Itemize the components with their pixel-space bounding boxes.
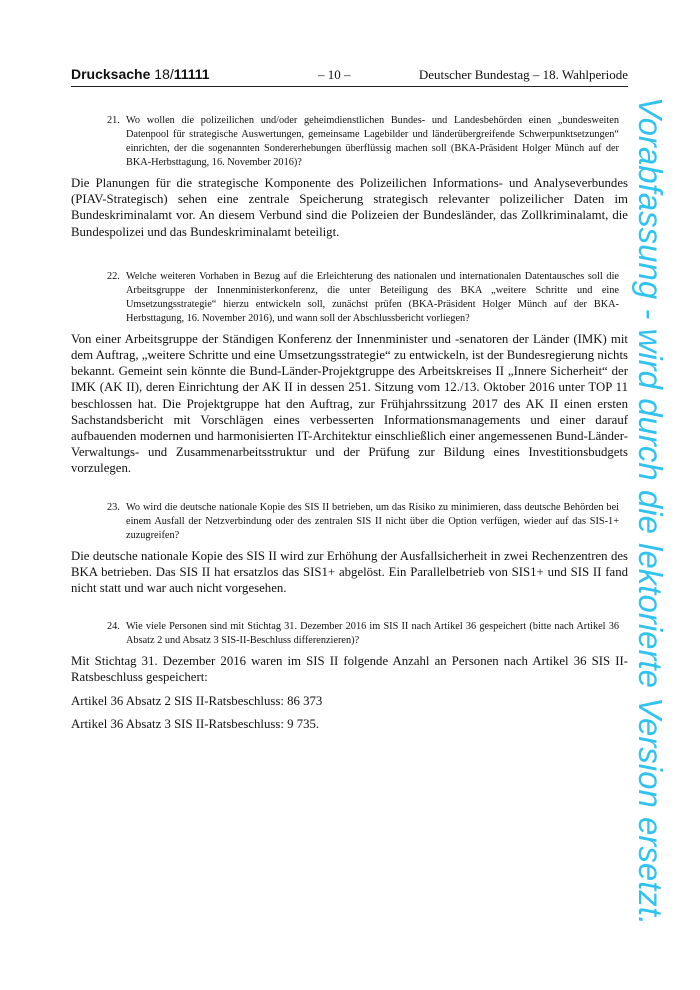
page-number: – 10 – — [318, 67, 351, 82]
document-number-value: 11111 — [173, 66, 210, 82]
answer-paragraph: Von einer Arbeitsgruppe der Ständigen Konferenz der Innenminister und -senatoren der Länder (IMK) mit dem Auftrag, „weitere Schritte und eine Umsetzungsstrategie“ zu entwickeln, ist der Bundesregierung nichts bekannt. Gemeint sein könnte die Bund-Länder-Projektgruppe des Arbeitskreises II „Innere Sicherheit“ der IMK (AK II), deren Einrichtung der AK II in dessen 251. Sitzung vom 12./13. Oktober 2016 unter TOP 11 beschlossen hat. Die Projektgruppe hat den Auftrag, zur Frühjahrssitzung 2017 des AK II einen ersten Sachstandsbericht mit Vorschlägen eines verbesserten Informationsmanagements und einer darauf aufbauenden modernen und harmonisierten IT-Architektur einschließlich einer angemessenen Bund-Länder-Verwaltungs- und Zusammenarbeitsstruktur und der Prüfung zur Bildung eines Investitionsbudgets vorzulegen. — [71, 331, 628, 476]
document-number — [71, 66, 210, 82]
question-number: 22. — [107, 270, 120, 282]
question-text: Wie viele Personen sind mit Stichtag 31. Dezember 2016 im SIS II nach Artikel 36 gespeichert (bitte nach Artikel 36 Absatz 2 und Absatz 3 SIS-II-Beschluss differenzieren)? — [126, 621, 619, 647]
answer-paragraph: Mit Stichtag 31. Dezember 2016 waren im SIS II folgende Anzahl an Personen nach Artikel 36 SIS II-Ratsbeschluss gespeichert: — [71, 654, 628, 685]
qa-block-22 — [71, 270, 628, 477]
answer-count-absatz-3: Artikel 36 Absatz 3 SIS II-Ratsbeschluss: 9 735. — [71, 716, 320, 731]
question-22 — [107, 270, 619, 326]
answer-count-absatz-2: Artikel 36 Absatz 2 SIS II-Ratsbeschluss: 86 373 — [71, 693, 323, 708]
draft-watermark — [622, 96, 678, 926]
document-body — [71, 114, 628, 732]
watermark-text: Vorabfassung - wird durch die lektorierte Version ersetzt. — [632, 96, 669, 926]
answer-paragraph: Die Planungen für die strategische Komponente des Polizeilichen Informations- und Analyseverbundes (PIAV-Strategisch) sehen eine zentrale Speicherung strategisch relevanter polizeilicher Daten im Bundeskriminalamt vor. An diesem Verbund sind die Polizeien der Bundesländer, das Zollkriminalamt, die Bundespolizei und das Bundeskriminalamt beteiligt. — [71, 176, 628, 239]
question-text: Welche weiteren Vorhaben in Bezug auf die Erleichterung des nationalen und internationalen Datentausches soll die Arbeitsgruppe der Innenministerkonferenz, die unter Beteiligung des BKA „weitere Schritte und eine Umsetzungsstrategie“ hierzu entwickeln soll, zunächst prüfen (BKA-Präsident Holger Münch auf der BKA-Herbsttagung, 16. November 2016), und wann soll der Abschlussbericht vorliegen? — [126, 270, 619, 324]
question-21 — [107, 114, 619, 170]
qa-block-23 — [71, 501, 628, 597]
answer-paragraph: Die deutsche nationale Kopie des SIS II wird zur Erhöhung der Ausfallsicherheit in zwei Rechenzentren des BKA betrieben. Das SIS II hat ersatzlos das SIS1+ abgelöst. Ein Parallelbetrieb von SIS1+ und SIS II fand nicht statt und war auch nicht vorgesehen. — [71, 548, 628, 596]
document-number-prefix: 18/ — [154, 66, 174, 82]
question-24 — [107, 620, 619, 648]
qa-block-24 — [71, 620, 628, 732]
question-number: 24. — [107, 621, 120, 633]
publisher-period: Deutscher Bundestag – 18. Wahlperiode — [418, 67, 628, 82]
qa-block-21 — [71, 114, 628, 240]
question-text: Wo wollen die polizeilichen und/oder geheimdienstlichen Bundes- und Landesbehörden einen „bundesweiten Datenpool für strategische Auswertungen, gemeinsame Lagebilder und länderübergreifende Schwerpunktsetzungen“ einrichten, der die sogenannten Sondererhebungen überflüssig machen soll (BKA-Präsident Holger Münch auf der BKA-Herbsttagung, 16. November 2016)? — [126, 115, 619, 168]
page-header — [71, 64, 628, 87]
document-label: Drucksache — [71, 66, 151, 82]
question-number: 21. — [107, 115, 120, 126]
question-text: Wo wird die deutsche nationale Kopie des SIS II betrieben, um das Risiko zu minimieren, dass deutsche Behörden bei einem Ausfall der Netzverbindung oder des zentralen SIS II nicht über die Option verfügen, wieder auf das SIS-1+ zuzugreifen? — [126, 501, 619, 541]
question-number: 23. — [107, 501, 120, 513]
question-23 — [107, 501, 619, 543]
